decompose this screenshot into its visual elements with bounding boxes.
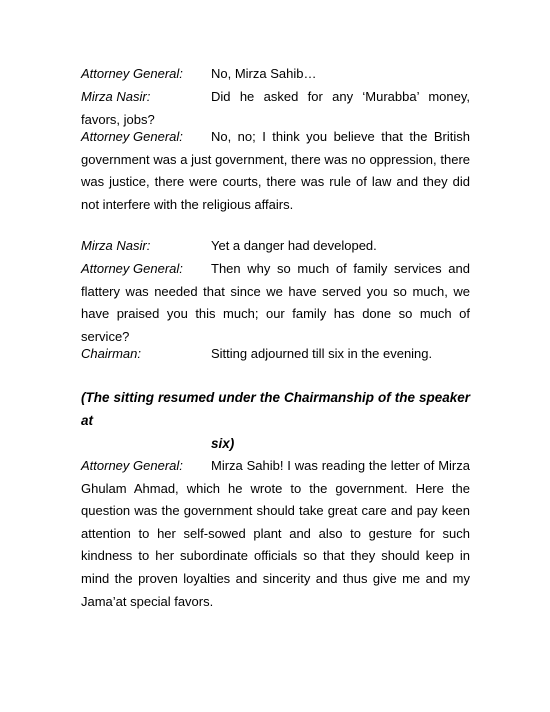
speech-text: Mirza Sahib! I was reading the letter of Mirza Ghulam Ahmad, which he wrote to the government. Here the question was the government should take great care and pay keen attention to her self-sowed plant and also to gesture for such kindness to her subordinate officials so that they should keep in mind the proven loyalties and sincerity and thus give me and my Jama’at special favors.: [81, 458, 470, 609]
speaker-name: Attorney General:: [81, 66, 183, 81]
session-note-line: (The sitting resumed under the Chairmanship of the speaker at: [81, 390, 470, 428]
session-resumed-note: [81, 386, 470, 455]
speech-text: Did he asked for any ‘Murabba’ money, favors, jobs?: [81, 89, 470, 127]
session-note-line: six): [211, 436, 235, 451]
speech-text: Yet a danger had developed.: [211, 238, 377, 253]
dialogue-turn: [81, 258, 470, 348]
speech-text: Sitting adjourned till six in the evening.: [211, 346, 433, 361]
speaker-name: Mirza Nasir:: [81, 238, 151, 253]
dialogue-turn: [81, 86, 470, 131]
speech-text: Then why so much of family services and flattery was needed that since we have served you so much, we have praised you this much; our family has done so much of service?: [81, 261, 470, 344]
speech-text: No, Mirza Sahib…: [211, 66, 317, 81]
speaker-name: Mirza Nasir:: [81, 89, 151, 104]
dialogue-turn: [81, 455, 470, 613]
speaker-name: Chairman:: [81, 346, 141, 361]
speech-text: No, no; I think you believe that the British government was a just government, there was no oppression, there was justice, there were courts, there was rule of law and they did not interfere with the religious affairs.: [81, 129, 470, 212]
speaker-name: Attorney General:: [81, 129, 183, 144]
speaker-name: Attorney General:: [81, 458, 183, 473]
dialogue-turn: [81, 63, 470, 86]
dialogue-turn: [81, 343, 470, 366]
dialogue-turn: [81, 235, 470, 258]
speaker-name: Attorney General:: [81, 261, 183, 276]
dialogue-turn: [81, 126, 470, 216]
